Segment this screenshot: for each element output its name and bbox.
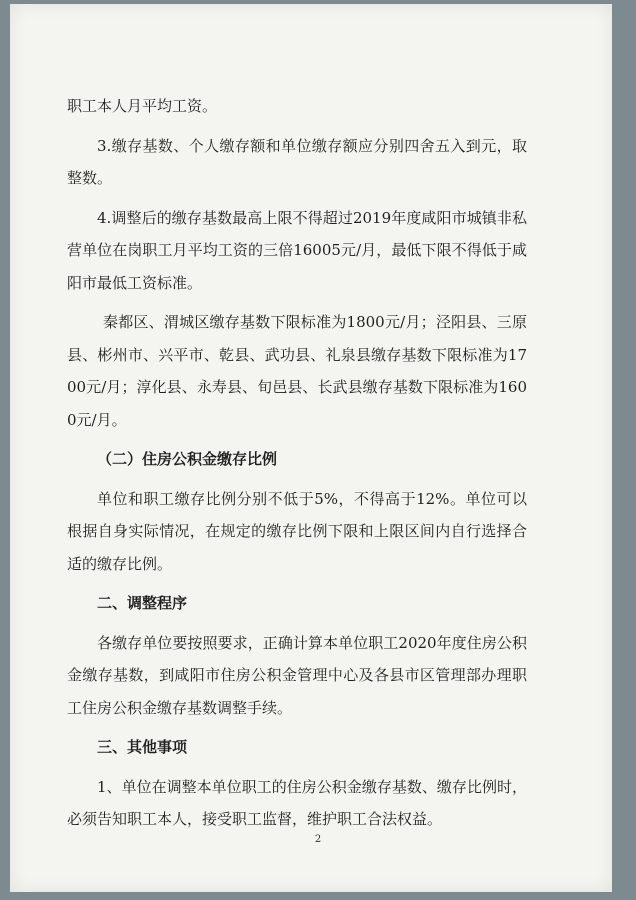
paragraph-item-4: 4.调整后的缴存基数最高上限不得超过2019年度咸阳市城镇非私营单位在岗职工月平均工资的三倍16005元/月，最低下限不得低于咸阳市最低工资标准。	[67, 208, 527, 292]
section-heading-adjustment-procedure: 二、调整程序	[97, 594, 188, 612]
paragraph-adjustment-procedure: 各缴存单位要按照要求，正确计算本单位职工2020年度住房公积金缴存基数，到咸阳市住房公积金管理中心及各县市区管理部办理职工住房公积金缴存基数调整手续。	[67, 633, 527, 717]
paragraph-continuation: 职工本人月平均工资。	[67, 97, 218, 115]
page-number: 2	[314, 834, 322, 845]
paragraph-contribution-ratio: 单位和职工缴存比例分别不低于5%，不得高于12%。单位可以根据自身实际情况，在规定的缴存比例下限和上限区间内自行选择合适的缴存比例。	[67, 489, 527, 573]
section-heading-other-matters: 三、其他事项	[97, 738, 188, 756]
section-heading-contribution-ratio: （二）住房公积金缴存比例	[97, 450, 278, 468]
paragraph-item-3: 3.缴存基数、个人缴存额和单位缴存额应分别四舍五入到元，取整数。	[67, 136, 527, 187]
paragraph-other-matters-1: 1、单位在调整本单位职工的住房公积金缴存基数、缴存比例时，必须告知职工本人，接受职工监督，维护职工合法权益。	[67, 777, 527, 828]
document-body	[67, 90, 527, 843]
paragraph-district-limits: 秦都区、渭城区缴存基数下限标准为1800元/月；泾阳县、三原县、彬州市、兴平市、乾县、武功县、礼泉县缴存基数下限标准为1700元/月；淳化县、永寿县、旬邑县、长武县缴存基数下限标准为1600元/月。	[67, 313, 527, 429]
